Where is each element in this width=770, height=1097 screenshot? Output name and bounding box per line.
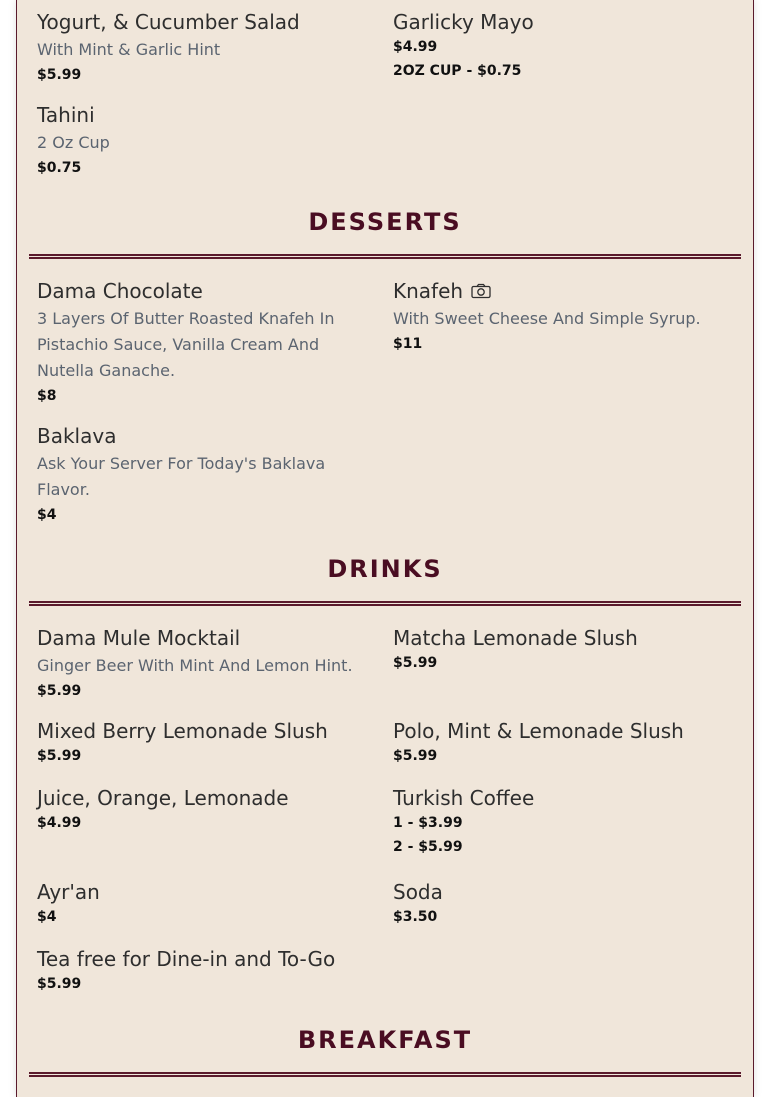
menu-item-matcha-lemonade-slush[interactable] (393, 625, 733, 675)
menu-item-ayran[interactable] (37, 879, 377, 929)
menu-item-baklava[interactable] (37, 423, 337, 527)
item-price: $4 (37, 507, 57, 523)
menu-item-soda[interactable] (393, 879, 733, 929)
item-name: Tea free for Dine-in and To-Go (37, 947, 336, 971)
menu-item-juice[interactable] (37, 785, 377, 835)
section-divider (29, 601, 741, 606)
item-name: Knafeh (393, 279, 464, 303)
menu-item-dama-mule-mocktail[interactable] (37, 625, 377, 703)
item-name: Ayr'an (37, 880, 100, 904)
item-name: Dama Mule Mocktail (37, 626, 241, 650)
item-description: Ask Your Server For Today's Baklava Flavor. (37, 454, 326, 499)
item-price: $8 (37, 388, 57, 404)
section-divider (29, 1072, 741, 1077)
item-name: Matcha Lemonade Slush (393, 626, 638, 650)
menu-page (16, 0, 754, 1097)
section-title-breakfast: BREAKFAST (297, 1026, 473, 1054)
menu-item-garlicky-mayo[interactable] (393, 9, 723, 83)
menu-item-polo-mint-lemonade-slush[interactable] (393, 718, 733, 768)
item-price: $5.99 (37, 748, 82, 764)
section-title-drinks: DRINKS (327, 555, 443, 583)
menu-item-turkish-coffee[interactable] (393, 785, 733, 859)
item-name: Polo, Mint & Lemonade Slush (393, 719, 684, 743)
menu-item-yogurt-salad[interactable] (37, 9, 367, 87)
item-name: Dama Chocolate (37, 279, 203, 303)
menu-item-knafeh[interactable] (393, 278, 733, 356)
item-name: Baklava (37, 424, 117, 448)
camera-icon[interactable] (471, 283, 491, 299)
item-description: 2 Oz Cup (37, 133, 110, 152)
menu-item-tea[interactable] (37, 946, 377, 996)
item-price: $11 (393, 336, 423, 352)
item-price-single: 1 - $3.99 (393, 815, 463, 831)
item-price: $4.99 (37, 815, 82, 831)
menu-item-tahini[interactable] (37, 102, 367, 180)
item-price: $5.99 (393, 655, 438, 671)
item-price: $5.99 (37, 976, 82, 992)
menu-item-dama-chocolate[interactable] (37, 278, 337, 408)
item-name: Turkish Coffee (393, 786, 535, 810)
item-name: Garlicky Mayo (393, 10, 534, 34)
item-price-2oz: 2OZ CUP - $0.75 (393, 63, 522, 79)
item-price: $3.50 (393, 909, 438, 925)
item-name: Soda (393, 880, 443, 904)
item-description: Ginger Beer With Mint And Lemon Hint. (37, 656, 353, 675)
item-name: Mixed Berry Lemonade Slush (37, 719, 328, 743)
item-description: With Mint & Garlic Hint (37, 40, 221, 59)
item-price: $0.75 (37, 160, 82, 176)
section-divider (29, 254, 741, 259)
item-price: $4.99 (393, 39, 438, 55)
menu-item-mixed-berry-lemonade-slush[interactable] (37, 718, 377, 768)
section-title-desserts: DESSERTS (308, 208, 462, 236)
item-name: Yogurt, & Cucumber Salad (37, 10, 300, 34)
item-price: $5.99 (37, 683, 82, 699)
item-description: 3 Layers Of Butter Roasted Knafeh In Pistachio Sauce, Vanilla Cream And Nutella Ganache. (37, 309, 335, 380)
item-price-double: 2 - $5.99 (393, 839, 463, 855)
item-name: Tahini (37, 103, 95, 127)
item-description: With Sweet Cheese And Simple Syrup. (393, 309, 701, 328)
item-price: $5.99 (37, 67, 82, 83)
item-price: $4 (37, 909, 57, 925)
item-price: $5.99 (393, 748, 438, 764)
item-name: Juice, Orange, Lemonade (37, 786, 289, 810)
